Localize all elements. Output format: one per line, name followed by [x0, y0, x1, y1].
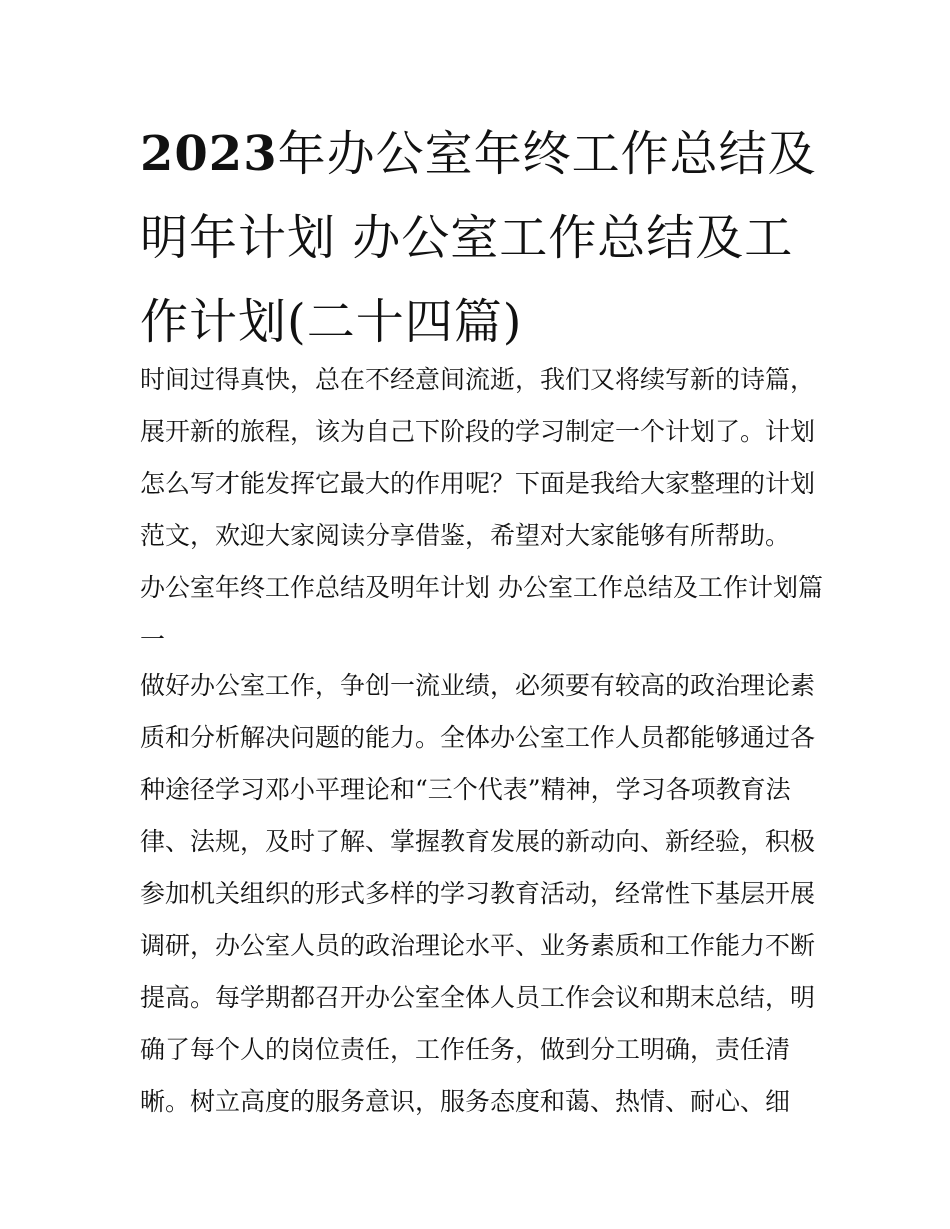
title-text: 年办公室年终工作总结及明年计划 办公室工作总结及工作计划(二十四篇) — [140, 126, 817, 350]
document-title — [140, 112, 820, 364]
section-heading: 办公室年终工作总结及明年计划 办公室工作总结及工作计划篇一 — [140, 573, 823, 654]
body-paragraph: 做好办公室工作，争创一流业绩，必须要有较高的政治理论素质和分析解决问题的能力。全体办公室工作人员都能够通过各种途径学习邓小平理论和“三个代表”精神，学习各项教育法律、法规，及时了解、掌握教育发展的新动向、新经验，积极参加机关组织的形式多样的学习教育活动，经常性下基层开展调研，办公室人员的政治理论水平、业务素质和工作能力不断提高。每学期都召开办公室全体人员工作会议和期末总结，明确了每个人的岗位责任，工作任务，做到分工明确，责任清晰。树立高度的服务意识，服务态度和蔼、热情、耐心、细 — [140, 671, 816, 1116]
intro-paragraph: 时间过得真快，总在不经意间流逝，我们又将续写新的诗篇，展开新的旅程，该为自己下阶段的学习制定一个计划了。计划怎么写才能发挥它最大的作用呢？下面是我给大家整理的计划范文，欢迎大家阅读分享借鉴，希望对大家能够有所帮助。 — [140, 365, 816, 550]
title-year: 2023 — [140, 126, 278, 182]
